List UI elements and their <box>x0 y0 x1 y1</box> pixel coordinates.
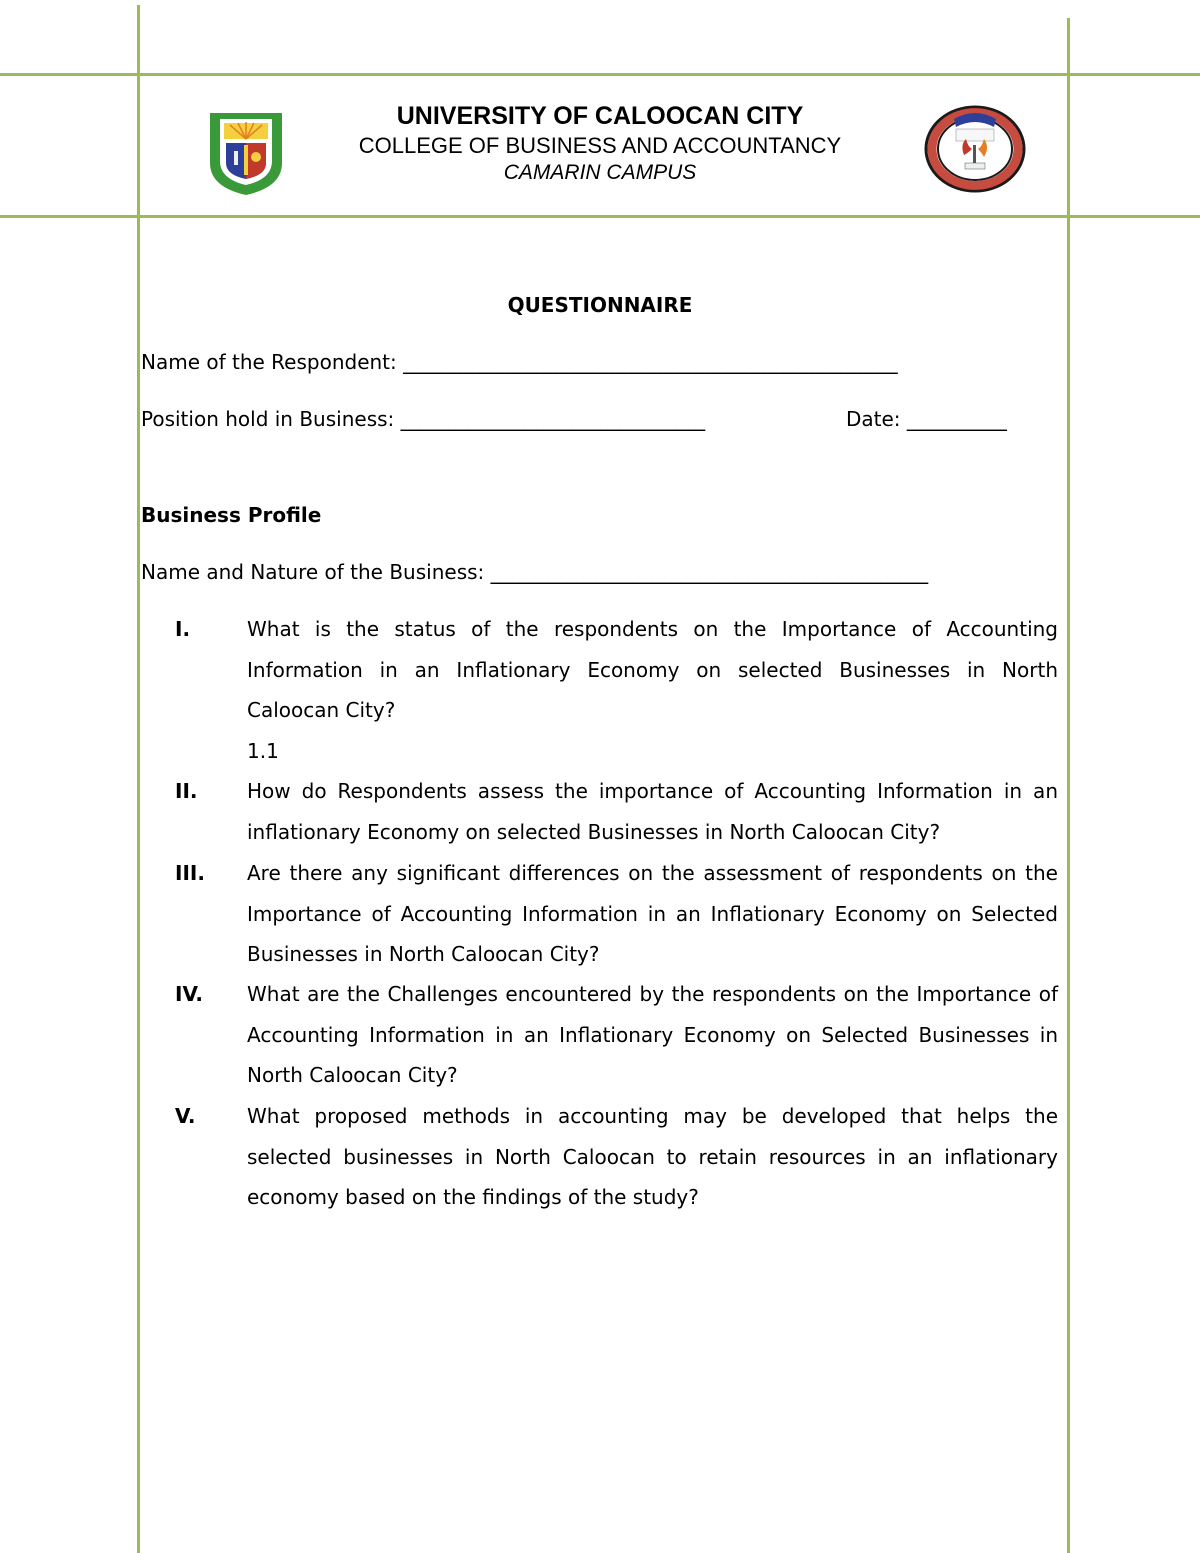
question-numeral: V. <box>175 1104 196 1128</box>
college-name: COLLEGE OF BUSINESS AND ACCOUNTANCY <box>358 133 842 158</box>
date-blank[interactable]: __________ <box>906 407 1007 431</box>
header-top-rule <box>0 73 1200 76</box>
questionnaire-title: QUESTIONNAIRE <box>507 293 693 317</box>
respondent-name-field[interactable] <box>141 350 897 374</box>
business-name-blank[interactable]: ______________________________________________ <box>490 560 928 584</box>
question-numeral: II. <box>175 779 198 803</box>
question-numeral: I. <box>175 617 191 641</box>
question-numeral: IV. <box>175 982 203 1006</box>
question-text: What are the Challenges encountered by the respondents on the Importance of Accounting Information in an Inflationary Economy on Selected Businesses in North Caloocan City? <box>247 982 1058 1088</box>
right-margin-rule <box>1067 18 1070 1553</box>
university-shield-logo-icon <box>200 105 292 197</box>
campus-name: CAMARIN CAMPUS <box>503 161 697 184</box>
question-item <box>175 974 1058 1096</box>
respondent-name-blank[interactable]: ____________________________________________________ <box>403 350 898 374</box>
date-field[interactable] <box>846 407 1007 431</box>
respondent-name-label: Name of the Respondent: <box>141 350 404 374</box>
question-item <box>175 771 1058 852</box>
business-profile-heading: Business Profile <box>141 503 322 527</box>
left-margin-rule <box>137 5 140 1553</box>
question-item <box>175 1096 1058 1218</box>
date-label: Date: <box>846 407 907 431</box>
question-numeral: III. <box>175 861 205 885</box>
position-label: Position hold in Business: <box>141 407 401 431</box>
question-item <box>175 609 1058 772</box>
question-subitem: 1.1 <box>247 739 279 764</box>
business-name-field[interactable] <box>141 560 928 584</box>
question-text: How do Respondents assess the importance of Accounting Information in an inflationary Economy on selected Businesses in North Caloocan City? <box>247 779 1058 844</box>
position-field[interactable] <box>141 407 705 431</box>
question-text: What proposed methods in accounting may be developed that helps the selected businesses in North Caloocan to retain resources in an inflationary economy based on the findings of the study? <box>247 1104 1058 1210</box>
question-item <box>175 853 1058 975</box>
question-text: Are there any significant differences on the assessment of respondents on the Importance of Accounting Information in an Inflationary Economy on Selected Businesses in North Caloocan City? <box>247 861 1058 967</box>
position-blank[interactable]: ________________________________ <box>400 407 705 431</box>
university-name: UNIVERSITY OF CALOOCAN CITY <box>396 102 804 130</box>
question-text: What is the status of the respondents on the Importance of Accounting Information in an Inflationary Economy on selected Businesses in North Caloocan City? <box>247 617 1058 723</box>
header-bottom-rule <box>0 215 1200 218</box>
bsais-seal-logo-icon <box>924 105 1026 193</box>
business-name-label: Name and Nature of the Business: <box>141 560 491 584</box>
